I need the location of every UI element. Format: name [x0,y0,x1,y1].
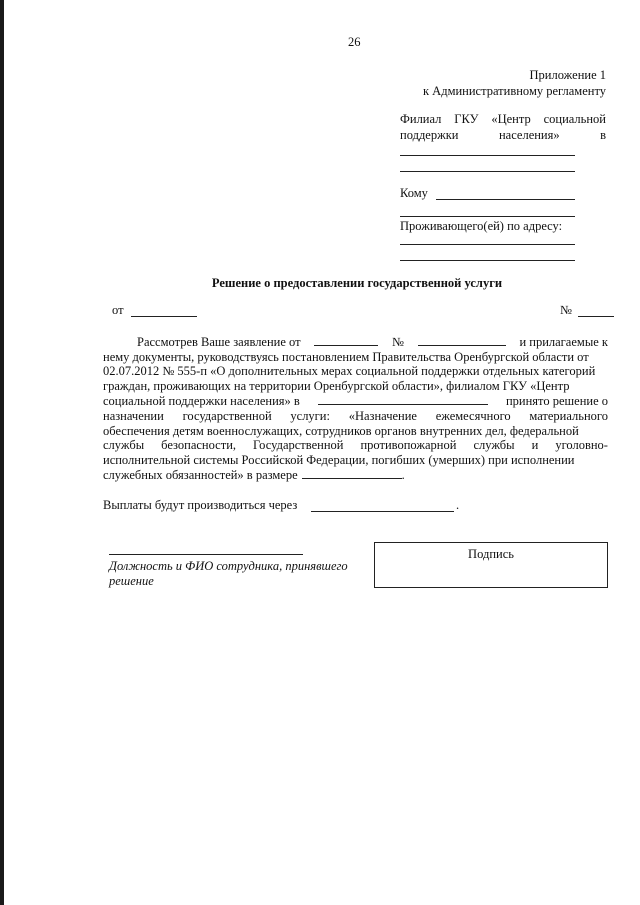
signature-box-label: Подпись [468,547,514,561]
appendix-line-2: к Административному регламенту [422,84,606,98]
branch-line-2: поддержки населения» в [400,128,606,142]
payment-amount-field[interactable] [302,467,402,479]
recipient-name-field-2[interactable] [400,216,575,217]
body-line-10: служебных обязанностей» в размере . [103,468,405,483]
body-line-3: 02.07.2012 № 555-п «О дополнительных мерах социальной поддержки отдельных категорий [103,364,596,379]
employee-caption-line-1: Должность и ФИО сотрудника, принявшего [109,559,348,573]
branch-district-field[interactable] [400,155,575,156]
employee-signature-line[interactable] [109,554,303,555]
branch-location-field[interactable] [318,393,488,405]
page-number: 26 [348,35,361,49]
body-line-2: нему документы, руководствуясь постановлением Правительства Оренбургской области от [103,349,589,364]
body-line-9: исполнительной системы Российской Федерации, погибших (умерших) при исполнении [103,452,575,467]
recipient-name-field[interactable] [436,199,575,200]
body-line-5: социальной поддержки населения» в принято решение о [103,394,608,409]
to-label: Кому [400,186,428,200]
body-line-1: Рассмотрев Ваше заявление от № и прилагаемые к [137,335,608,349]
application-date-field[interactable] [314,334,378,346]
body-line-7: обеспечения детям военнослужащих, сотрудников органов внутренних дел, федеральной [103,423,579,438]
application-number-field[interactable] [418,334,506,346]
branch-line-1: Филиал ГКУ «Центр социальной [400,112,606,126]
number-label: № [560,303,572,317]
from-label: от [112,303,124,317]
address-field-1[interactable] [400,244,575,245]
document-title: Решение о предоставлении государственной услуги [211,276,503,290]
address-field-2[interactable] [400,260,575,261]
payment-method-field[interactable] [311,511,454,512]
body-line-6: назначении государственной услуги: «Назначение ежемесячного материального [103,408,608,423]
employee-caption-line-2: решение [109,574,154,588]
date-field[interactable] [131,316,197,317]
number-field[interactable] [578,316,614,317]
payments-end: . [456,498,460,512]
signature-box[interactable] [374,542,608,588]
residence-label: Проживающего(ей) по адресу: [400,219,563,233]
branch-district-field-2[interactable] [400,171,575,172]
scan-edge [0,0,4,905]
body-line-8: службы безопасности, Государственной противопожарной службы и уголовно- [103,438,608,453]
payments-label: Выплаты будут производиться через [103,498,298,512]
appendix-line-1: Приложение 1 [529,68,606,82]
decision-paragraph [103,334,608,483]
body-line-4: граждан, проживающих на территории Оренбургской области», филиалом ГКУ «Центр [103,378,570,393]
